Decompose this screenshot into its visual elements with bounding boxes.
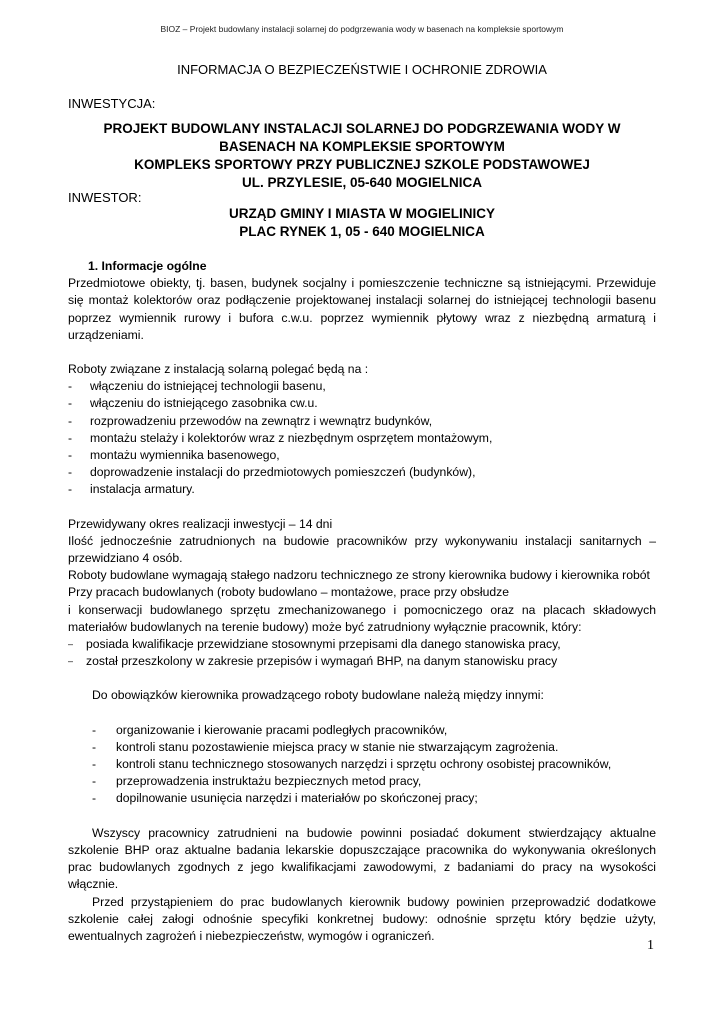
paragraph-objects: Przedmiotowe obiekty, tj. basen, budynek socjalny i pomieszczenie techniczne są istniejącymi. Przewiduje się montaż kolektorów oraz podłączenie projektowanej instalacji solarnej do istniejącej technologii basenu poprzez wymiennik rurowy i bufora c.w.u. poprzez wymiennik płytowy wraz z niezbędną armaturą i urządzeniami. [68, 276, 656, 342]
conditions-list [68, 636, 656, 670]
works-intro: Roboty związane z instalacją solarną polegać będą na : [68, 362, 369, 377]
body-text [68, 258, 656, 945]
list-item: - włączeniu do istniejącej technologii basenu, [68, 379, 326, 394]
works-list [68, 378, 656, 498]
project-line: BASENACH NA KOMPLEKSIE SPORTOWYM [219, 139, 505, 154]
paragraph-documents: Wszyscy pracownicy zatrudnieni na budowie powinni posiadać dokument stwierdzający aktualne szkolenie BHP oraz aktualne badania lekarskie dopuszczające pracownika do wykonywania określonych prac budowlanych zgodnych z jego kwalifikacjami zawodowymi, z badaniami do pracy na wysokości włącznie. [68, 825, 656, 892]
works-line: Przy pracach budowlanych (roboty budowlano – montażowe, prace przy obsłudze [68, 585, 510, 600]
investor-line: URZĄD GMINY I MIASTA W MOGIELINICY [229, 206, 495, 221]
list-item: - organizowanie i kierowanie pracami podległych pracowników, [92, 722, 448, 737]
list-item: - montażu wymiennika basenowego, [68, 448, 280, 463]
list-item: - instalacja armatury. [68, 482, 195, 497]
list-item: – został przeszkolony w zakresie przepisów i wymagań BHP, na danym stanowisku pracy [68, 654, 558, 669]
section-heading: 1. Informacje ogólne [88, 259, 207, 273]
list-item: - dopilnowanie usunięcia narzędzi i materiałów po skończonej pracy; [92, 791, 478, 806]
supervision-text: Roboty budowlane wymagają stałego nadzoru technicznego ze strony kierownika budowy i kierownika robót [68, 568, 650, 583]
project-line: PROJEKT BUDOWLANY INSTALACJI SOLARNEJ DO PODGRZEWANIA WODY W [103, 121, 621, 136]
list-item: - montażu stelaży i kolektorów wraz z niezbędnym osprzętem montażowym, [68, 430, 493, 445]
list-item: - przeprowadzenia instruktażu bezpiecznych metod pracy, [92, 774, 422, 789]
page-number: 1 [647, 938, 654, 953]
paragraph-training: Przed przystąpieniem do prac budowlanych kierownik budowy powinien przeprowadzić dodatkowe szkolenie całej załogi odnośnie specyfiki konkretnej budowy: odnośnie sprzętu który będzie użyty, ewentualnych zagrożeń i niebezpieczeństw, wymogów i ograniczeń. [68, 894, 656, 943]
investor-label: INWESTOR: [68, 190, 142, 205]
list-item: - włączeniu do istniejącego zasobnika cw.u. [68, 396, 318, 411]
project-line: UL. PRZYLESIE, 05-640 MOGIELNICA [241, 175, 483, 190]
list-item: - rozprowadzeniu przewodów na zewnątrz i wewnątrz budynków, [68, 413, 433, 428]
project-title [68, 120, 656, 192]
document-title: INFORMACJA O BEZPIECZEŃSTWIE I OCHRONIE ZDROWIA [177, 62, 547, 77]
duties-intro: Do obowiązków kierownika prowadzącego roboty budowlane należą między innymi: [92, 688, 544, 703]
works-line: i konserwacji budowlanego sprzętu zmechanizowanego i pomocniczego oraz na placach składowych materiałów budowlanych na terenie budowy) może być zatrudniony wyłącznie pracownik, który: [68, 602, 656, 634]
list-item: - kontroli stanu technicznego stosowanych narzędzi i sprzętu ochrony osobistej pracowników, [92, 757, 612, 772]
running-header: BIOZ – Projekt budowlany instalacji solarnej do podgrzewania wody w basenach na kompleksie sportowym [160, 24, 564, 34]
investment-label: INWESTYCJA: [68, 96, 156, 111]
period-text: Przewidywany okres realizacji inwestycji – 14 dni [68, 516, 333, 531]
duties-list [68, 722, 656, 808]
list-item: - doprowadzenie instalacji do przedmiotowych pomieszczeń (budynków), [68, 465, 476, 480]
list-item: – posiada kwalifikacje przewidziane stosownymi przepisami dla danego stanowiska pracy, [68, 637, 561, 652]
investor-block [68, 205, 656, 241]
investor-line: PLAC RYNEK 1, 05 - 640 MOGIELNICA [239, 224, 485, 239]
workers-text: Ilość jednocześnie zatrudnionych na budowie pracowników przy wykonywaniu instalacji sanitarnych – przewidziano 4 osób. [68, 533, 656, 566]
project-line: KOMPLEKS SPORTOWY PRZY PUBLICZNEJ SZKOLE PODSTAWOWEJ [134, 157, 590, 172]
list-item: - kontroli stanu pozostawienie miejsca pracy w stanie nie stwarzającym zagrożenia. [92, 739, 559, 754]
